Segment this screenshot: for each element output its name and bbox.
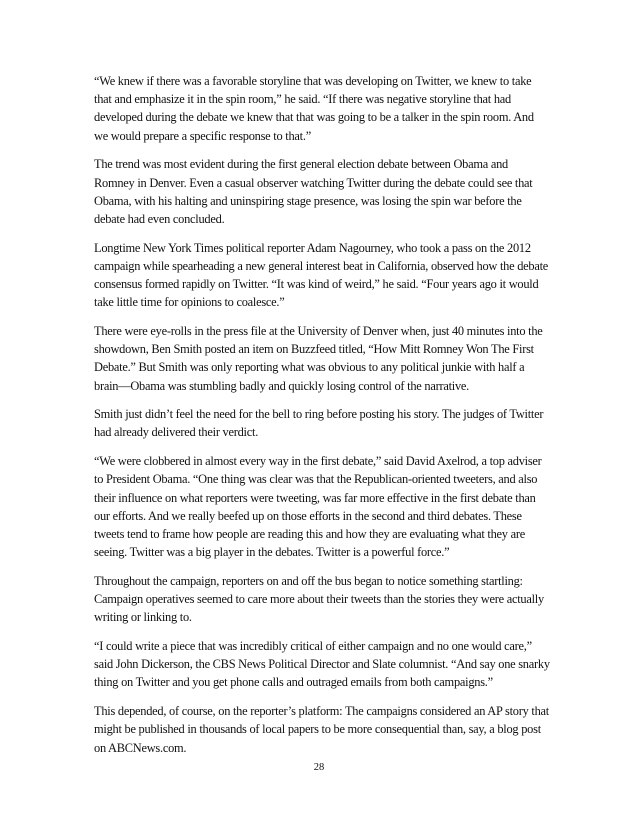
paragraph-1: “We knew if there was a favorable storyline that was developing on Twitter, we knew to take that and emphasize it in the spin room,” he said. “If there was negative storyline that had developed during the debate we knew that that was going to be a talker in the spin room. And we would prepare a specific response to that.” <box>94 74 534 143</box>
body-text <box>94 72 550 767</box>
paragraph-5: Smith just didn’t feel the need for the bell to ring before posting his story. The judges of Twitter had already delivered their verdict. <box>94 407 544 440</box>
paragraph-7: Throughout the campaign, reporters on and off the bus began to notice something startling: Campaign operatives seemed to care more about their tweets than the stories they were actually writing or linking to. <box>94 573 544 625</box>
paragraph-3: Longtime New York Times political reporter Adam Nagourney, who took a pass on the 2012 campaign while spearheading a new general interest beat in California, observed how the debate consensus formed rapidly on Twitter. “It was kind of weird,” he said. “Four years ago it would take little time for opinions to coalesce.” <box>94 240 549 310</box>
paragraph-8: “I could write a piece that was incredibly critical of either campaign and no one would care,” said John Dickerson, the CBS News Political Director and Slate columnist. “And say one snarky thing on Twitter and you get phone calls and outraged emails from both campaigns.” <box>94 638 550 690</box>
paragraph-2: The trend was most evident during the first general election debate between Obama and Romney in Denver. Even a casual observer watching Twitter during the debate could see that Obama, with his halting and uninspiring stage presence, was losing the spin war before the debate had even concluded. <box>94 157 533 226</box>
page-number: 28 <box>313 762 325 773</box>
paragraph-4: There were eye-rolls in the press file at the University of Denver when, just 40 minutes into the showdown, Ben Smith posted an item on Buzzfeed titled, “How Mitt Romney Won The First Debate.” But Smith was only reporting what was obvious to any political junkie with half a brain—Obama was stumbling badly and quickly losing control of the narrative. <box>94 323 543 393</box>
paragraph-9: This depended, of course, on the reporter’s platform: The campaigns considered an AP story that might be published in thousands of local papers to be more consequential than, say, a blog post on ABCNews.com. <box>94 704 549 755</box>
paragraph-6: “We were clobbered in almost every way in the first debate,” said David Axelrod, a top adviser to President Obama. “One thing was clear was that the Republican-oriented tweeters, and also their influence on what reporters were tweeting, was far more effective in the first debate than our efforts. And we really beefed up on those efforts in the second and third debates. These tweets tend to frame how people are reading this and how they are evaluating what they are seeing. Twitter was a big player in the debates. Twitter is a powerful force.” <box>94 454 542 560</box>
